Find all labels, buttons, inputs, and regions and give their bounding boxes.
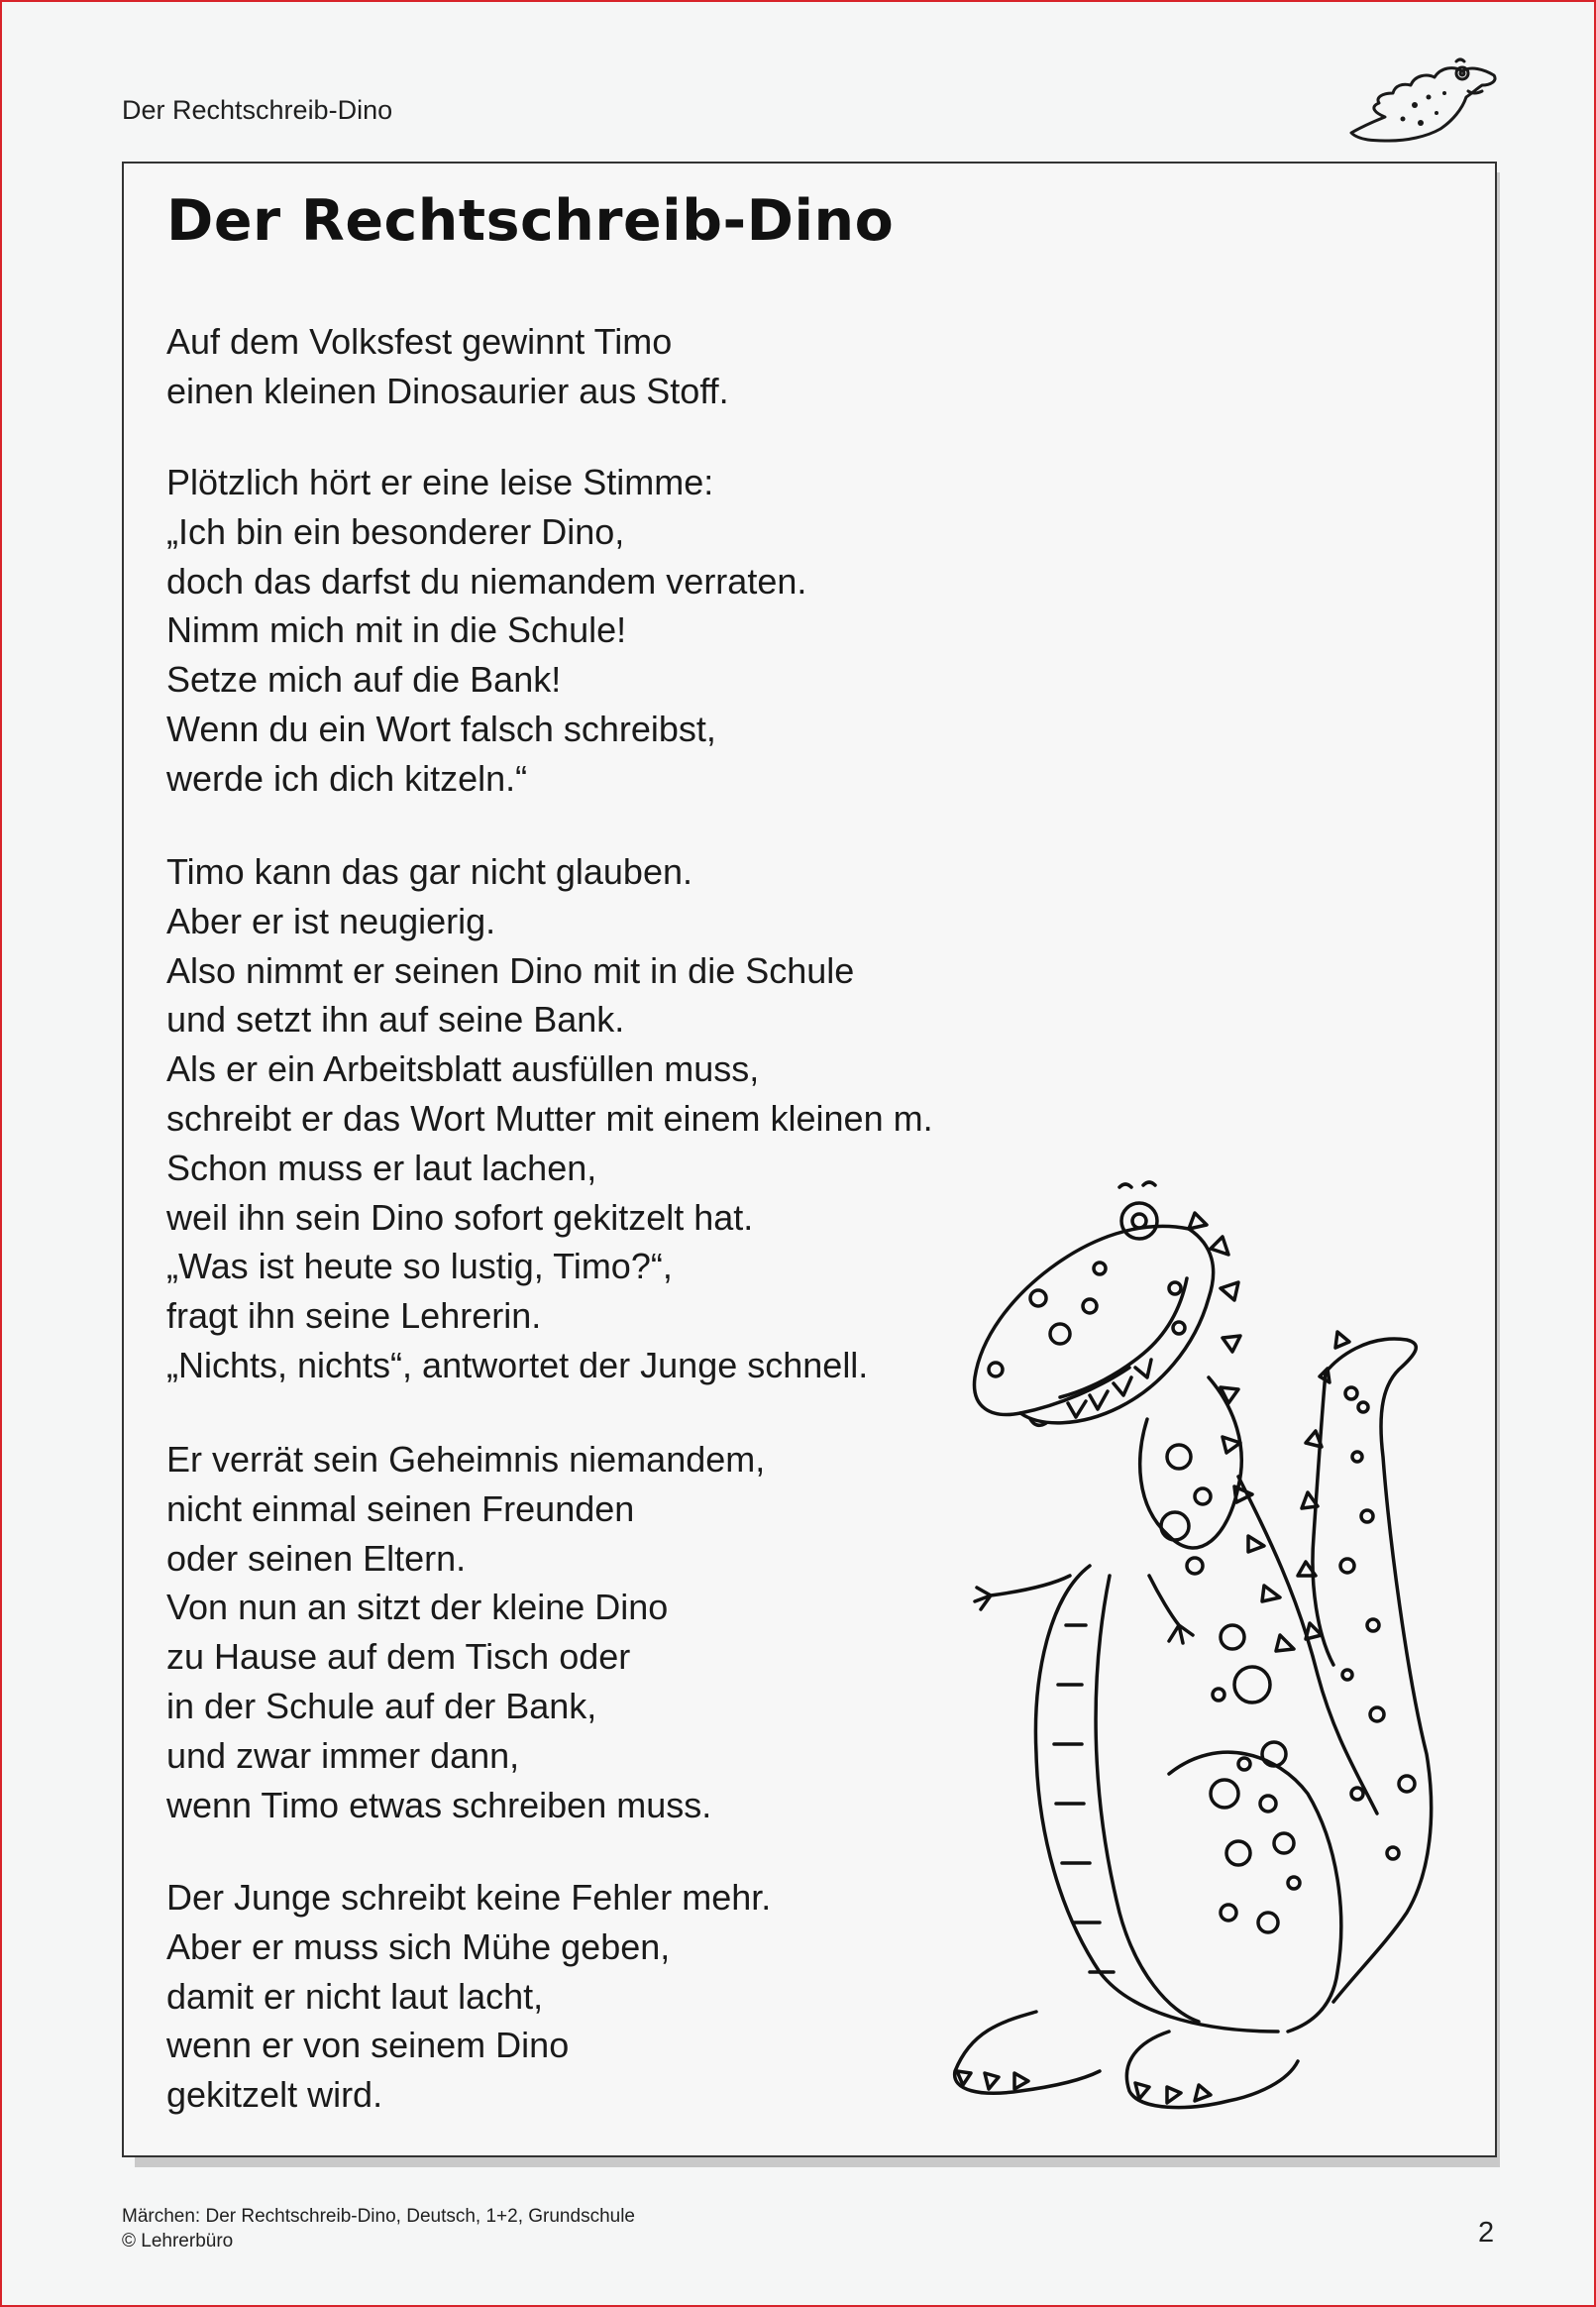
story-line: nicht einmal seinen Freunden (166, 1487, 635, 1529)
story-line: „Nichts, nichts“, antwortet der Junge schnell. (166, 1344, 869, 1385)
story-line: Also nimmt er seinen Dino mit in die Schule (166, 949, 855, 991)
stanza-5 (166, 1873, 771, 2120)
story-line: Setze mich auf die Bank! (166, 659, 562, 701)
stanza-3 (166, 847, 933, 1390)
story-line: gekitzelt wird. (166, 2074, 383, 2116)
story-line: „Was ist heute so lustig, Timo?“, (166, 1246, 673, 1287)
story-line: „Ich bin ein besonderer Dino, (166, 510, 625, 552)
story-line: wenn er von seinem Dino (166, 2025, 570, 2066)
story-line: Als er ein Arbeitsblatt ausfüllen muss, (166, 1048, 760, 1090)
story-line: weil ihn sein Dino sofort gekitzelt hat. (166, 1196, 754, 1238)
story-title: Der Rechtschreib-Dino (166, 188, 895, 254)
story-line: Aber er muss sich Mühe geben, (166, 1925, 671, 1967)
story-line: fragt ihn seine Lehrerin. (166, 1295, 542, 1337)
story-line: werde ich dich kitzeln.“ (166, 757, 528, 799)
story-line: Plötzlich hört er eine leise Stimme: (166, 462, 714, 502)
footer-copyright: © Lehrerbüro (122, 2231, 234, 2252)
story-line: wenn Timo etwas schreiben muss. (166, 1784, 712, 1825)
story-line: doch das darfst du niemandem verraten. (166, 560, 807, 602)
footer-source: Märchen: Der Rechtschreib-Dino, Deutsch, 1+2, Grundschule (122, 2206, 635, 2227)
story-line: und zwar immer dann, (166, 1734, 520, 1776)
story-line: in der Schule auf der Bank, (166, 1685, 597, 1726)
story-line: Von nun an sitzt der kleine Dino (166, 1587, 669, 1628)
story-line: damit er nicht laut lacht, (166, 1975, 544, 2017)
story-line: Schon muss er laut lachen, (166, 1147, 597, 1188)
story-line: Timo kann das gar nicht glauben. (166, 851, 692, 892)
story-line: einen kleinen Dinosaurier aus Stoff. (166, 370, 729, 411)
story-line: und setzt ihn auf seine Bank. (166, 999, 625, 1041)
stanza-2 (166, 458, 806, 804)
story-line: schreibt er das Wort Mutter mit einem kleinen m. (166, 1097, 933, 1139)
story-line: Der Junge schreibt keine Fehler mehr. (166, 1877, 772, 1918)
story-line: Er verrät sein Geheimnis niemandem, (166, 1439, 766, 1480)
story-line: oder seinen Eltern. (166, 1537, 467, 1579)
stanza-4 (166, 1435, 765, 1829)
running-header: Der Rechtschreib-Dino (122, 95, 393, 125)
story-line: Nimm mich mit in die Schule! (166, 609, 627, 651)
story-line: zu Hause auf dem Tisch oder (166, 1636, 631, 1678)
footer-credit (122, 2204, 635, 2253)
story-line: Wenn du ein Wort falsch schreibst, (166, 708, 716, 749)
dinosaur-illustration (941, 1159, 1456, 2121)
stanza-1 (166, 317, 729, 416)
dino-head-logo-icon (1345, 54, 1500, 145)
story-line: Aber er ist neugierig. (166, 900, 496, 941)
page-number: 2 (1478, 2217, 1495, 2249)
story-line: Auf dem Volksfest gewinnt Timo (166, 321, 673, 362)
